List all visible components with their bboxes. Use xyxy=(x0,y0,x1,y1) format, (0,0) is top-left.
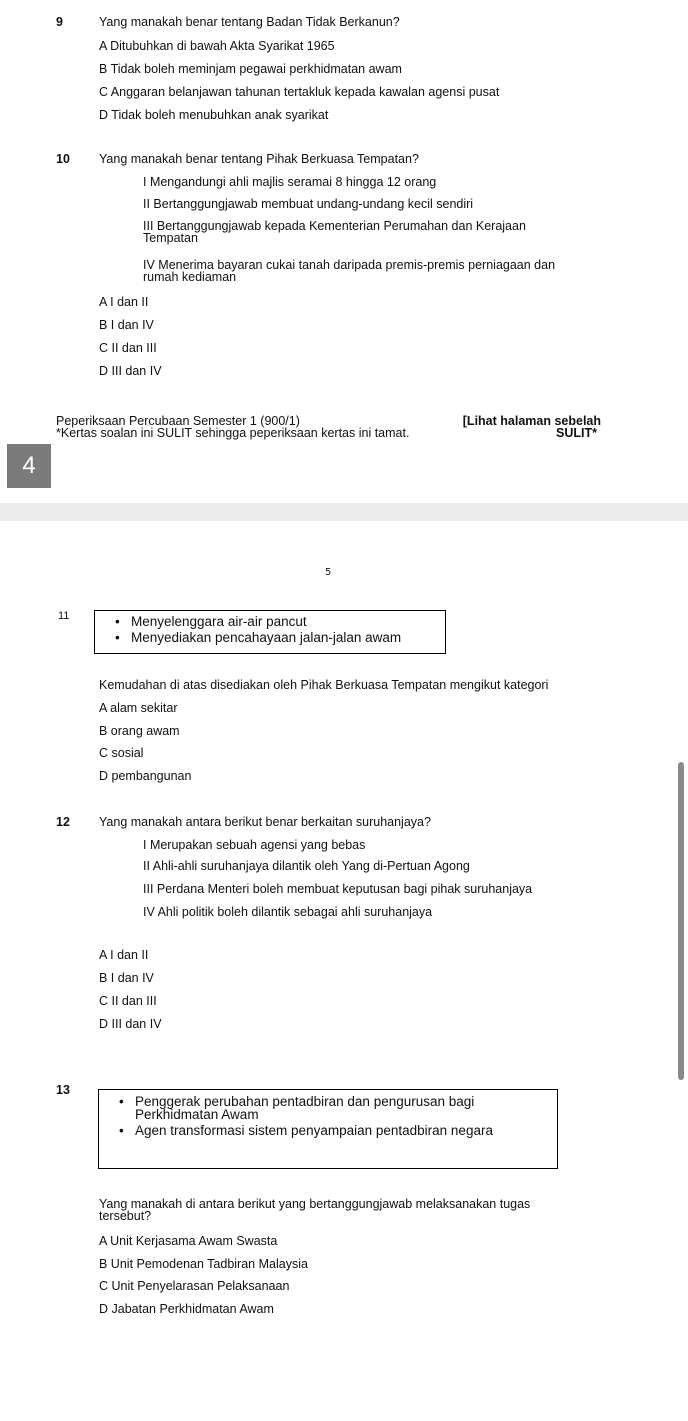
option-a: A I dan II xyxy=(99,295,149,309)
page-number-badge: 4 xyxy=(7,444,51,488)
question-stem: Kemudahan di atas disediakan oleh Pihak Berkuasa Tempatan mengikut kategori xyxy=(99,678,549,692)
option-a: A I dan II xyxy=(99,948,149,962)
option-c: C Anggaran belanjawan tahunan tertakluk kepada kawalan agensi pusat xyxy=(99,85,500,99)
question-number: 12 xyxy=(56,815,70,829)
scrollbar-thumb[interactable] xyxy=(678,762,684,1080)
option-d: D III dan IV xyxy=(99,364,162,378)
info-box xyxy=(98,1089,558,1169)
option-a: A alam sekitar xyxy=(99,701,178,715)
question-stem: Yang manakah di antara berikut yang bertanggungjawab melaksanakan tugas tersebut? xyxy=(99,1197,531,1223)
question-stem: Yang manakah antara berikut benar berkaitan suruhanjaya? xyxy=(99,815,431,829)
confidential-notice: *Kertas soalan ini SULIT sehingga peperiksaan kertas ini tamat. xyxy=(56,426,410,440)
page-number: 5 xyxy=(325,567,332,578)
option-c: C sosial xyxy=(99,746,144,760)
option-a: A Ditubuhkan di bawah Akta Syarikat 1965 xyxy=(99,39,335,53)
question-number: 9 xyxy=(56,15,63,29)
option-b: B Tidak boleh meminjam pegawai perkhidmatan awam xyxy=(99,62,402,76)
box-item: • Menyediakan pencahayaan jalan-jalan awam xyxy=(95,631,445,644)
statement-iv: IV Menerima bayaran cukai tanah daripada premis-premis perniagaan dan rumah kediaman xyxy=(143,258,556,284)
option-d: D III dan IV xyxy=(99,1017,162,1031)
next-page-note: [Lihat halaman sebelah xyxy=(462,414,601,428)
option-d: D Tidak boleh menubuhkan anak syarikat xyxy=(99,108,329,122)
option-b: B Unit Pemodenan Tadbiran Malaysia xyxy=(99,1257,308,1271)
exam-title: Peperiksaan Percubaan Semester 1 (900/1) xyxy=(56,414,300,428)
info-box xyxy=(94,610,446,654)
statement-i: I Mengandungi ahli majlis seramai 8 hingga 12 orang xyxy=(143,175,437,189)
statement-iii: III Perdana Menteri boleh membuat keputusan bagi pihak suruhanjaya xyxy=(143,882,533,896)
question-number: 13 xyxy=(56,1083,70,1097)
option-c: C II dan III xyxy=(99,994,157,1008)
statement-ii: II Bertanggungjawab membuat undang-undang kecil sendiri xyxy=(143,197,474,211)
statement-iii: III Bertanggungjawab kepada Kementerian Perumahan dan Kerajaan Tempatan xyxy=(143,219,526,245)
question-stem: Yang manakah benar tentang Badan Tidak Berkanun? xyxy=(99,15,400,29)
box-item: • Agen transformasi sistem penyampaian pentadbiran negara xyxy=(99,1124,557,1137)
option-a: A Unit Kerjasama Awam Swasta xyxy=(99,1234,278,1248)
page-separator xyxy=(0,503,688,521)
option-b: B I dan IV xyxy=(99,318,154,332)
statement-ii: II Ahli-ahli suruhanjaya dilantik oleh Yang di-Pertuan Agong xyxy=(143,859,470,873)
question-stem: Yang manakah benar tentang Pihak Berkuasa Tempatan? xyxy=(99,152,419,166)
option-c: C Unit Penyelarasan Pelaksanaan xyxy=(99,1279,290,1293)
statement-i: I Merupakan sebuah agensi yang bebas xyxy=(143,838,366,852)
option-d: D Jabatan Perkhidmatan Awam xyxy=(99,1302,274,1316)
option-b: B orang awam xyxy=(99,724,180,738)
option-d: D pembangunan xyxy=(99,769,192,783)
option-b: B I dan IV xyxy=(99,971,154,985)
statement-iv: IV Ahli politik boleh dilantik sebagai ahli suruhanjaya xyxy=(143,905,433,919)
question-number: 11 xyxy=(58,610,70,622)
box-item: • Penggerak perubahan pentadbiran dan pengurusan bagi Perkhidmatan Awam xyxy=(99,1095,557,1121)
sulit-label: SULIT* xyxy=(556,426,597,440)
option-c: C II dan III xyxy=(99,341,157,355)
question-number: 10 xyxy=(56,152,70,166)
box-item: • Menyelenggara air-air pancut xyxy=(95,615,445,628)
